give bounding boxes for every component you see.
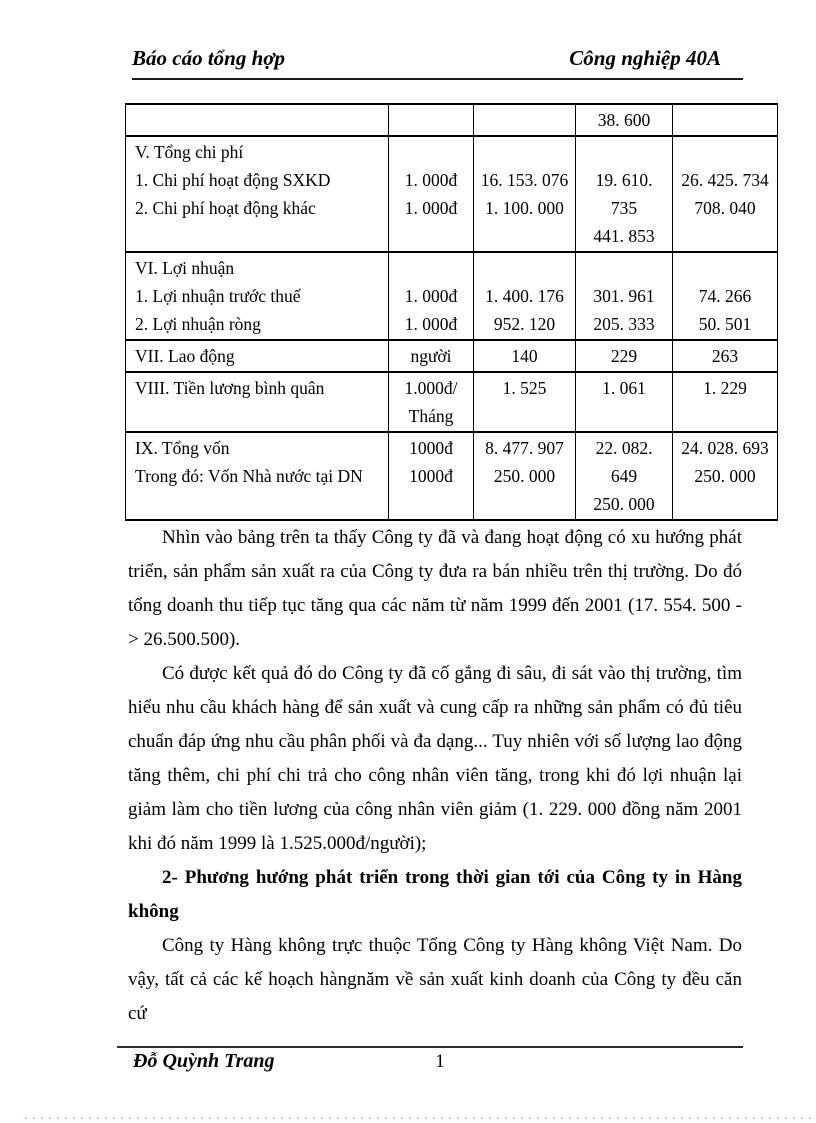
table-row-label [126, 252, 389, 340]
paragraph-3: Công ty Hàng không trực thuộc Tổng Công ty Hàng không Việt Nam. Do vậy, tất cả các kế hoạch hàngnăm về sản xuất kinh doanh của Công ty đều căn cứ [128, 935, 742, 1024]
paragraph-1: Nhìn vào bảng trên ta thấy Công ty đã và đang hoạt động có xu hướng phát triển, sản phẩm sản xuất ra của Công ty đưa ra bán nhiều trên thị trường. Do đó tổng doanh thu tiếp tục tăng qua các năm từ năm 1999 đến 2001 (17. 554. 500 -> 26.500.500). [128, 527, 742, 650]
table-cell-line: VI. Lợi nhuận [135, 258, 235, 278]
table-cell-line [676, 106, 774, 134]
table-cell-line: 50. 501 [698, 314, 752, 334]
table-value-cell [673, 340, 778, 372]
table-cell-line: 1. 100. 000 [485, 198, 564, 218]
table-cell-line: 263 [711, 346, 739, 366]
table-cell-line: 2. Chi phí hoạt động khác [135, 198, 316, 218]
table-cell-line: 1. 525 [502, 378, 547, 398]
table-cell-line: 1000đ [409, 438, 453, 458]
table-cell-line: người [410, 346, 452, 366]
table-cell-line: 301. 961 [593, 286, 655, 306]
table-cell-line: 19. 610. [595, 170, 653, 190]
table-value-cell [673, 432, 778, 520]
table-cell-line: Tháng [408, 406, 454, 426]
table-value-cell [673, 136, 778, 252]
table-cell-line: 16. 153. 076 [480, 170, 569, 190]
table-row-label [126, 432, 389, 520]
summary-table-body [126, 104, 778, 520]
table-value-cell [576, 104, 673, 136]
header-course-label: Công nghiệp 40A [569, 46, 721, 70]
table-value-cell [389, 252, 474, 340]
table-cell-line: 38. 600 [597, 110, 651, 130]
table-value-cell [474, 340, 576, 372]
table-value-cell [474, 252, 576, 340]
body-text [128, 521, 742, 1031]
table-value-cell [474, 104, 576, 136]
table-row-4 [126, 372, 778, 432]
table-cell-line: V. Tổng chi phí [135, 142, 244, 162]
table-value-cell [576, 252, 673, 340]
table-cell-line: 1. 000đ [404, 314, 458, 334]
table-value-cell [474, 372, 576, 432]
table-value-cell [576, 340, 673, 372]
table-row-3 [126, 340, 778, 372]
table-cell-line: 26. 425. 734 [681, 170, 769, 190]
table-row-label [126, 340, 389, 372]
table-cell-line [392, 106, 470, 134]
table-value-cell [576, 136, 673, 252]
table-cell-line: 1. 000đ [404, 198, 458, 218]
header-rule [132, 78, 743, 80]
table-row-5 [126, 432, 778, 520]
table-row-0 [126, 104, 778, 136]
table-value-cell [389, 340, 474, 372]
footer-author: Đỗ Quỳnh Trang [133, 1050, 275, 1072]
table-row-label [126, 372, 389, 432]
table-value-cell [474, 432, 576, 520]
table-cell-line [477, 254, 572, 282]
table-cell-line: 1. 000đ [404, 286, 458, 306]
table-cell-line: 1.000đ/ [404, 378, 458, 398]
bottom-dotted-line [25, 1117, 816, 1119]
section-heading: 2- Phương hướng phát triển trong thời gian tới của Công ty in Hàng không [128, 867, 742, 922]
table-cell-line [676, 138, 774, 166]
table-cell-line: 140 [511, 346, 538, 366]
table-cell-line: 229 [610, 346, 638, 366]
table-cell-line [477, 106, 572, 134]
table-cell-line: 2. Lợi nhuận ròng [135, 314, 261, 334]
table-cell-line: 708. 040 [694, 198, 756, 218]
table-cell-line [579, 138, 669, 166]
table-value-cell [673, 104, 778, 136]
table-cell-line: 205. 333 [593, 314, 655, 334]
table-cell-line: 8. 477. 907 [485, 438, 564, 458]
table-cell-line: 952. 120 [493, 314, 556, 334]
table-row-1 [126, 136, 778, 252]
table-value-cell [673, 372, 778, 432]
table-cell-line: 22. 082. [595, 438, 653, 458]
table-cell-line: 250. 000 [694, 466, 756, 486]
page-header [132, 46, 743, 71]
table-cell-line: 250. 000 [493, 466, 556, 486]
table-value-cell [474, 136, 576, 252]
table-value-cell [389, 432, 474, 520]
table-cell-line: 250. 000 [593, 494, 655, 514]
table-value-cell [576, 432, 673, 520]
table-cell-line [477, 138, 572, 166]
table-cell-line: 1. 000đ [404, 170, 458, 190]
table-cell-line: 1. 061 [602, 378, 646, 398]
header-report-title: Báo cáo tổng hợp [132, 46, 286, 70]
table-cell-line: 649 [610, 466, 638, 486]
table-value-cell [576, 372, 673, 432]
footer-rule [117, 1046, 743, 1048]
table-cell-line [676, 254, 774, 282]
summary-table [125, 103, 778, 521]
table-cell-line [135, 106, 385, 134]
table-cell-line: 1. Chi phí hoạt động SXKD [135, 170, 331, 190]
table-cell-line: 735 [610, 198, 638, 218]
table-value-cell [389, 372, 474, 432]
table-cell-line: 1. 400. 176 [485, 286, 564, 306]
paragraph-2: Có được kết quả đó do Công ty đã cố gắng đi sâu, đi sát vào thị trường, tìm hiểu nhu cầu khách hàng để sản xuất và cung cấp ra những sản phẩm có đủ tiêu chuẩn đáp ứng nhu cầu phân phối và đa dạng... Tuy nhiên với số lượng lao động tăng thêm, chi phí chi trả cho công nhân viên tăng, trong khi đó lợi nhuận lại giảm làm cho tiền lương của công nhân viên giảm (1. 229. 000 đồng năm 2001 khi đó năm 1999 là 1.525.000đ/người); [128, 663, 742, 854]
table-row-2 [126, 252, 778, 340]
table-row-label [126, 104, 389, 136]
table-cell-line: 1. Lợi nhuận trước thuế [135, 286, 301, 306]
table-cell-line [392, 138, 470, 166]
table-cell-line [392, 254, 470, 282]
table-cell-line: VII. Lao động [135, 346, 235, 366]
table-cell-line: 24. 028. 693 [681, 438, 769, 458]
table-value-cell [389, 104, 474, 136]
table-cell-line: 1000đ [409, 466, 453, 486]
table-value-cell [389, 136, 474, 252]
footer-page-number: 1 [435, 1051, 445, 1072]
table-cell-line: 1. 229 [703, 378, 747, 398]
table-cell-line [579, 254, 669, 282]
table-cell-line: Trong đó: Vốn Nhà nước tại DN [135, 466, 363, 486]
table-value-cell [673, 252, 778, 340]
table-cell-line: 441. 853 [593, 226, 655, 246]
table-cell-line: VIII. Tiền lương bình quân [135, 378, 325, 398]
table-cell-line: IX. Tổng vốn [135, 438, 230, 458]
table-row-label [126, 136, 389, 252]
table-cell-line: 74. 266 [698, 286, 752, 306]
